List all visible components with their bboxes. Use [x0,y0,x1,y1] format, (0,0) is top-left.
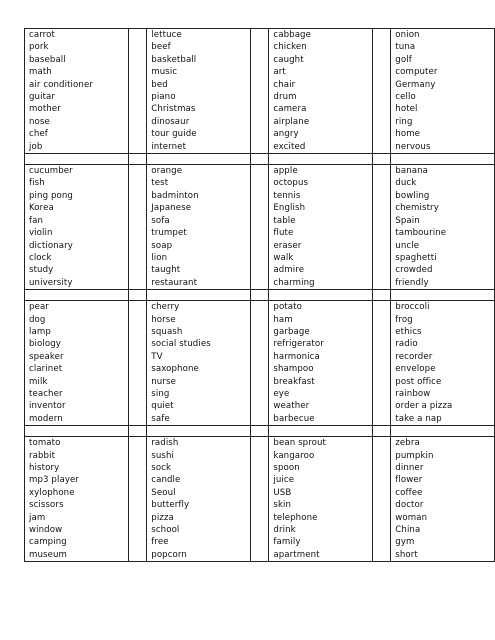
word-item: cherry [151,302,180,313]
word-item: scissors [29,500,64,511]
word-item: cucumber [29,166,73,177]
word-item: math [29,67,52,78]
word-item: radio [395,339,418,350]
word-item: rabbit [29,450,56,461]
word-item: art [273,67,286,78]
word-item: carrot [29,30,55,40]
word-item: study [29,265,54,276]
word-item: saxophone [151,364,199,375]
word-item: garbage [273,326,310,337]
separator-cell [147,290,251,301]
block-separator-row [25,426,495,437]
word-item: juice [273,475,295,486]
word-item: duck [395,178,417,189]
word-item: doctor [395,500,424,511]
column-gap-cell [372,165,390,290]
word-item: squash [151,326,183,337]
word-item: ping pong [29,190,73,201]
word-item: mother [29,104,61,115]
word-item: fan [29,215,44,226]
word-item: home [395,129,421,140]
word-list-cell [147,165,251,290]
word-item: broccoli [395,302,430,313]
word-list-cell [269,301,372,426]
word-item: ethics [395,326,422,337]
word-item: skin [273,500,292,511]
word-list-cell [391,29,495,154]
word-block-row [25,165,495,290]
separator-cell [391,290,495,301]
word-item: eraser [273,240,302,251]
word-item: job [29,141,43,152]
word-list-cell [25,29,129,154]
separator-cell [269,290,372,301]
word-item: clarinet [29,364,63,375]
word-item: charming [273,277,315,288]
word-item: uncle [395,240,420,251]
column-gap-cell [372,29,390,154]
word-item: butterfly [151,500,190,511]
word-list-cell [391,165,495,290]
separator-cell [372,290,390,301]
word-item: table [273,215,296,226]
word-item: popcorn [151,549,187,560]
word-item: cello [395,92,416,103]
word-list-cell [25,437,129,562]
column-gap-cell [250,437,268,562]
word-item: test [151,178,169,189]
word-item: teacher [29,388,63,399]
word-list-cell [269,165,372,290]
word-item: Seoul [151,487,176,498]
word-item: pork [29,42,49,53]
word-item: university [29,277,73,288]
word-item: angry [273,129,299,140]
word-item: tour guide [151,129,197,140]
word-item: chemistry [395,203,439,214]
word-item: candle [151,475,181,486]
word-item: pizza [151,512,174,523]
word-list-cell [147,437,251,562]
word-item: banana [395,166,429,177]
word-item: guitar [29,92,56,103]
word-item: chair [273,79,296,90]
word-item: excited [273,141,306,152]
word-item: spaghetti [395,252,437,263]
word-item: weather [273,401,310,412]
word-item: fish [29,178,45,189]
word-item: Christmas [151,104,196,115]
word-list-cell [25,165,129,290]
word-item: piano [151,92,176,103]
word-item: nurse [151,376,176,387]
word-item: apple [273,166,298,177]
word-item: drum [273,92,297,103]
word-list-cell [391,301,495,426]
column-gap-cell [250,29,268,154]
separator-cell [25,426,129,437]
word-item: orange [151,166,183,177]
word-item: English [273,203,306,214]
separator-cell [128,290,146,301]
word-item: apartment [273,549,320,560]
word-item: post office [395,376,442,387]
separator-cell [391,154,495,165]
word-item: free [151,537,169,548]
word-item: harmonica [273,351,320,362]
word-item: bed [151,79,168,90]
word-list-cell [25,301,129,426]
word-item: shampoo [273,364,314,375]
word-item: dictionary [29,240,73,251]
word-item: onion [395,30,420,40]
separator-cell [25,290,129,301]
word-item: sushi [151,450,175,461]
word-item: sing [151,388,170,399]
word-item: camping [29,537,67,548]
word-item: nose [29,116,50,127]
word-item: computer [395,67,438,78]
word-item: xylophone [29,487,75,498]
column-gap-cell [128,301,146,426]
word-item: coffee [395,487,423,498]
word-item: admire [273,265,305,276]
word-item: airplane [273,116,310,127]
word-list-cell [147,301,251,426]
word-item: window [29,525,63,536]
word-item: air conditioner [29,79,93,90]
separator-cell [128,154,146,165]
word-item: inventor [29,401,66,412]
word-list-cell [391,437,495,562]
vocabulary-word-table [24,28,495,562]
word-item: violin [29,228,53,239]
column-gap-cell [128,437,146,562]
word-list-cell [269,29,372,154]
word-item: basketball [151,54,197,65]
word-item: mp3 player [29,475,80,486]
word-item: tennis [273,190,301,201]
word-block-row [25,29,495,154]
word-item: internet [151,141,187,152]
word-item: breakfast [273,376,315,387]
word-item: dog [29,314,46,325]
word-item: history [29,463,60,473]
word-item: drink [273,525,296,536]
word-item: family [273,537,301,548]
word-item: bean sprout [273,438,327,449]
word-item: gym [395,537,415,548]
word-item: rainbow [395,388,431,399]
word-item: beef [151,42,171,53]
word-item: tomato [29,438,61,449]
separator-cell [250,290,268,301]
word-item: dinner [395,463,424,473]
word-item: short [395,549,418,560]
separator-cell [269,154,372,165]
separator-cell [372,426,390,437]
word-item: lamp [29,326,51,337]
word-item: China [395,525,421,536]
word-item: sofa [151,215,170,226]
separator-cell [25,154,129,165]
block-separator-row [25,290,495,301]
separator-cell [147,426,251,437]
separator-cell [128,426,146,437]
word-item: order a pizza [395,401,453,412]
separator-cell [250,154,268,165]
word-item: safe [151,413,170,424]
word-item: pumpkin [395,450,434,461]
word-item: take a nap [395,413,442,424]
word-item: potato [273,302,302,313]
word-item: zebra [395,438,420,449]
word-item: soap [151,240,173,251]
word-item: jam [29,512,46,523]
separator-cell [250,426,268,437]
word-item: museum [29,549,68,560]
separator-cell [147,154,251,165]
word-item: trumpet [151,228,187,239]
word-item: envelope [395,364,436,375]
word-item: ring [395,116,413,127]
word-item: crowded [395,265,433,276]
word-item: quiet [151,401,174,412]
word-item: dinosaur [151,116,190,127]
word-item: radish [151,438,179,449]
word-item: Korea [29,203,54,214]
word-item: tuna [395,42,416,53]
column-gap-cell [372,301,390,426]
word-item: biology [29,339,61,350]
word-item: tambourine [395,228,447,239]
word-item: chicken [273,42,307,53]
word-item: octopus [273,178,309,189]
word-item: milk [29,376,48,387]
column-gap-cell [250,301,268,426]
word-item: eye [273,388,290,399]
word-item: bowling [395,190,430,201]
word-item: flute [273,228,294,239]
word-item: lettuce [151,30,182,40]
word-item: sock [151,463,172,473]
word-item: taught [151,265,181,276]
word-item: golf [395,54,412,65]
column-gap-cell [372,437,390,562]
word-item: refrigerator [273,339,324,350]
word-item: Germany [395,79,436,90]
word-item: horse [151,314,176,325]
word-item: ham [273,314,293,325]
word-item: badminton [151,190,199,201]
word-item: clock [29,252,52,263]
word-item: spoon [273,463,300,473]
word-item: caught [273,54,304,65]
word-item: Spain [395,215,420,226]
word-item: USB [273,487,292,498]
word-item: music [151,67,178,78]
word-item: flower [395,475,423,486]
word-item: speaker [29,351,64,362]
column-gap-cell [128,165,146,290]
separator-cell [269,426,372,437]
word-item: barbecue [273,413,315,424]
block-separator-row [25,154,495,165]
word-block-row [25,301,495,426]
column-gap-cell [128,29,146,154]
word-item: restaurant [151,277,198,288]
word-item: camera [273,104,307,115]
word-item: frog [395,314,413,325]
word-block-row [25,437,495,562]
word-item: baseball [29,54,66,65]
word-item: kangaroo [273,450,315,461]
word-item: TV [151,351,163,362]
separator-cell [391,426,495,437]
word-item: school [151,525,180,536]
word-item: hotel [395,104,418,115]
word-item: walk [273,252,294,263]
word-item: social studies [151,339,211,350]
word-item: recorder [395,351,433,362]
word-item: telephone [273,512,318,523]
word-list-cell [147,29,251,154]
word-item: nervous [395,141,431,152]
word-item: woman [395,512,428,523]
word-list-cell [269,437,372,562]
word-item: pear [29,302,49,313]
word-item: Japanese [151,203,192,214]
column-gap-cell [250,165,268,290]
word-item: modern [29,413,63,424]
word-item: chef [29,129,48,140]
word-item: lion [151,252,168,263]
word-item: cabbage [273,30,312,40]
word-item: friendly [395,277,429,288]
separator-cell [372,154,390,165]
